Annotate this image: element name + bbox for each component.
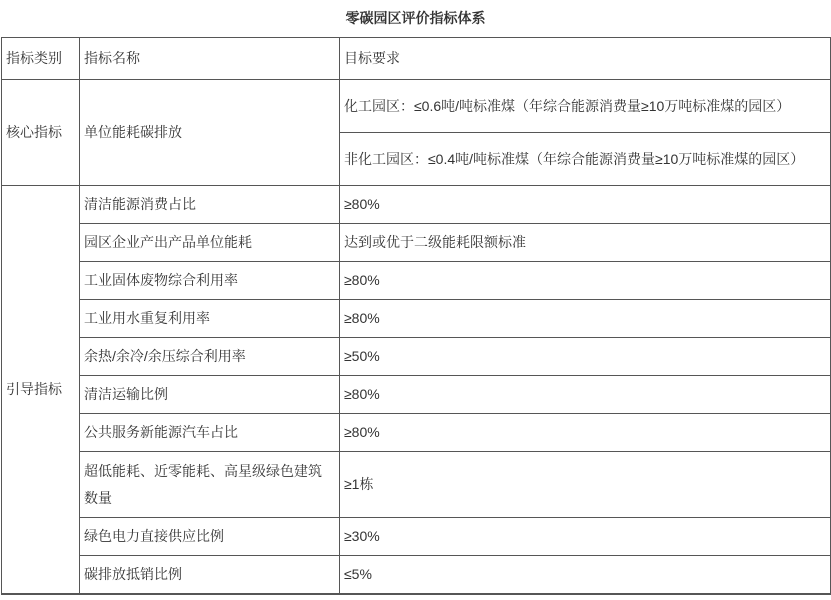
table-header-row xyxy=(2,38,831,80)
evaluation-indicator-table xyxy=(1,37,831,595)
table-row xyxy=(2,186,831,224)
table-row xyxy=(2,518,831,556)
target-cell-nonchemical-park: 非化工园区：≤0.4吨/吨标准煤（年综合能源消费量≥10万吨标准煤的园区） xyxy=(340,133,831,186)
indicator-cell: 绿色电力直接供应比例 xyxy=(80,518,340,556)
target-cell: 达到或优于二级能耗限额标准 xyxy=(340,224,831,262)
column-header-category: 指标类别 xyxy=(2,38,80,80)
indicator-cell: 公共服务新能源汽车占比 xyxy=(80,414,340,452)
target-cell: ≥80% xyxy=(340,376,831,414)
category-cell-guiding: 引导指标 xyxy=(2,186,80,594)
indicator-cell: 余热/余冷/余压综合利用率 xyxy=(80,338,340,376)
target-cell: ≥80% xyxy=(340,262,831,300)
table-row xyxy=(2,414,831,452)
target-cell: ≥80% xyxy=(340,186,831,224)
table-row xyxy=(2,262,831,300)
target-cell: ≥50% xyxy=(340,338,831,376)
target-cell: ≤5% xyxy=(340,556,831,594)
indicator-cell: 清洁能源消费占比 xyxy=(80,186,340,224)
target-cell: ≥80% xyxy=(340,414,831,452)
target-cell: ≥30% xyxy=(340,518,831,556)
category-cell-core: 核心指标 xyxy=(2,80,80,186)
table-row xyxy=(2,300,831,338)
indicator-cell: 超低能耗、近零能耗、高星级绿色建筑数量 xyxy=(80,452,340,518)
column-header-target: 目标要求 xyxy=(340,38,831,80)
indicator-cell: 碳排放抵销比例 xyxy=(80,556,340,594)
indicator-cell: 园区企业产出产品单位能耗 xyxy=(80,224,340,262)
document-page xyxy=(0,8,831,600)
column-header-indicator: 指标名称 xyxy=(80,38,340,80)
table-row xyxy=(2,376,831,414)
target-cell: ≥80% xyxy=(340,300,831,338)
indicator-cell: 工业固体废物综合利用率 xyxy=(80,262,340,300)
target-cell: ≥1栋 xyxy=(340,452,831,518)
table-row xyxy=(2,452,831,518)
indicator-cell: 清洁运输比例 xyxy=(80,376,340,414)
table-row xyxy=(2,224,831,262)
indicator-cell: 工业用水重复利用率 xyxy=(80,300,340,338)
table-row xyxy=(2,80,831,133)
page-title: 零碳园区评价指标体系 xyxy=(345,10,486,26)
indicator-cell-core: 单位能耗碳排放 xyxy=(80,80,340,186)
table-row xyxy=(2,338,831,376)
target-cell-chemical-park: 化工园区：≤0.6吨/吨标准煤（年综合能源消费量≥10万吨标准煤的园区） xyxy=(340,80,831,133)
table-row xyxy=(2,556,831,594)
